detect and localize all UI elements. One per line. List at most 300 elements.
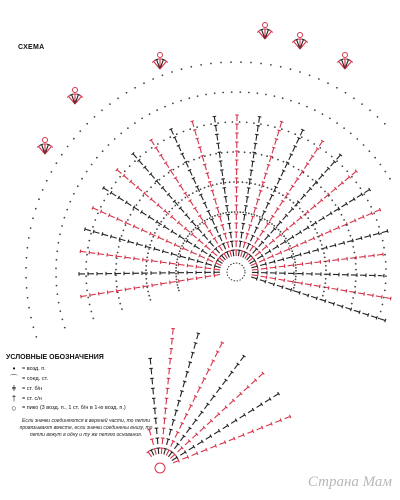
stitch-post [267, 165, 269, 171]
stitch-post [319, 141, 322, 146]
chain-dot [117, 292, 119, 294]
stitch-top [194, 342, 197, 343]
stitch-top [257, 265, 258, 268]
chain-dot [325, 274, 327, 276]
chain-dot [77, 185, 79, 187]
chain-dot [127, 127, 129, 129]
stitch-top [291, 288, 292, 291]
chain-dot [189, 233, 191, 235]
stitch-post [220, 216, 222, 222]
stitch-post [134, 258, 140, 259]
stitch-post [143, 286, 149, 287]
stitch-post [167, 241, 172, 243]
stitch-top [265, 280, 266, 283]
stitch-post [357, 194, 362, 197]
stitch-top [70, 94, 73, 95]
chain-dot [261, 217, 263, 219]
stitch-post [265, 399, 270, 402]
single-crochet-icon: ǂ [11, 384, 17, 393]
chain-dot [199, 223, 201, 225]
chain-dot [321, 299, 323, 301]
stitch-top [257, 274, 258, 278]
stitch-top [322, 233, 323, 236]
stitch-post [99, 293, 105, 294]
chain-dot [257, 92, 259, 94]
chain-dot [281, 128, 283, 130]
stitch-top [206, 448, 207, 451]
stitch-top [335, 243, 336, 246]
chain-dot [225, 212, 227, 214]
stitch-top [199, 194, 202, 195]
chain-dot [90, 233, 92, 235]
chain-dot [177, 287, 179, 289]
legend-note: Если значки соединяются в верхней части, то петли провязывают вместе, если значки соединены внизу, то петли вяжут в одну и ту же петлю основания. [19, 418, 153, 438]
chain-dot [253, 214, 255, 216]
chain-dot [148, 248, 150, 250]
chain-dot [175, 276, 177, 278]
stitch-post [309, 238, 315, 240]
stitch-post [222, 380, 226, 385]
chain-dot [162, 74, 164, 76]
stitch-post [208, 259, 213, 261]
stitch-post [134, 287, 140, 288]
stitch-post [345, 177, 350, 181]
stitch-post [206, 264, 212, 266]
stitch-top [196, 276, 197, 280]
stitch-top [251, 161, 255, 162]
stitch-post [180, 436, 184, 441]
stitch-top [145, 245, 146, 248]
chain-dot [119, 303, 121, 305]
stitch-post [228, 372, 232, 377]
chain-dot [86, 290, 88, 292]
stitch-top [172, 440, 175, 442]
stitch-post [198, 228, 202, 233]
stitch-top [153, 448, 156, 449]
stitch-post [101, 212, 106, 214]
chain-dot [160, 221, 162, 223]
chain-dot [58, 242, 60, 244]
stitch-post [331, 162, 335, 166]
pico-loop [343, 53, 348, 58]
chain-dot [231, 211, 233, 213]
stitch-top [167, 449, 170, 451]
chain-dot [224, 182, 226, 184]
chain-dot [266, 220, 268, 222]
stitch-post [288, 237, 293, 240]
chain-dot [220, 213, 222, 215]
chain-dot [154, 183, 156, 185]
chain-dot [384, 290, 386, 292]
stitch-post [156, 148, 159, 153]
stitch-top [195, 138, 198, 139]
chain-dot [25, 277, 27, 279]
stitch-post [323, 261, 329, 262]
chain-dot [355, 182, 357, 184]
stitch-top [136, 242, 137, 245]
chain-dot [185, 197, 187, 199]
chain-dot [197, 95, 199, 97]
chain-dot [56, 285, 58, 287]
stitch-post [296, 282, 302, 283]
stitch-post [266, 424, 272, 426]
stitch-post [278, 279, 284, 280]
stitch-post [265, 235, 269, 239]
chain-dot [307, 217, 309, 219]
stitch-top [215, 261, 216, 264]
stitch-post [187, 266, 193, 267]
stitch-top [313, 237, 314, 240]
stitch-top [280, 251, 281, 254]
chain-dot [55, 276, 57, 278]
stitch-post [98, 254, 104, 255]
stitch-post [125, 289, 131, 290]
stitch-post [218, 143, 219, 149]
stitch-post [166, 450, 169, 455]
center-ring [227, 263, 245, 281]
chain-dot [182, 243, 184, 245]
chain-dot [291, 250, 293, 252]
stitch-post [210, 182, 212, 188]
chain-dot [384, 254, 386, 256]
stitch-post [359, 257, 365, 258]
chain-dot [152, 236, 154, 238]
chain-dot [336, 87, 338, 89]
stitch-post [205, 203, 207, 208]
stitch-post [358, 293, 364, 294]
stitch-post [166, 398, 167, 404]
stitch-post [270, 267, 276, 268]
chain-dot [249, 152, 251, 154]
chain-dot [210, 63, 212, 65]
chain-dot [143, 82, 145, 84]
stitch-post [290, 223, 295, 227]
chain-dot [254, 183, 256, 185]
stitch-top [188, 257, 189, 260]
chain-dot [193, 229, 195, 231]
stitch-post [186, 215, 190, 220]
chain-dot [166, 214, 168, 216]
stitch-top [90, 293, 91, 297]
chain-dot [316, 183, 318, 185]
stitch-top [282, 170, 285, 172]
stitch-top [176, 431, 179, 433]
chain-dot [205, 94, 207, 96]
chain-dot [343, 127, 345, 129]
chain-dot [86, 254, 88, 256]
chain-dot [338, 209, 340, 211]
chain-dot [148, 295, 150, 297]
stitch-post [178, 145, 180, 150]
stitch-top [316, 297, 317, 300]
stitch-post [241, 232, 242, 238]
chain-dot [209, 217, 211, 219]
stitch-post [117, 219, 122, 221]
stitch-top [252, 152, 256, 153]
stitch-top [333, 302, 334, 305]
chain-dot [174, 205, 176, 207]
stitch-post [299, 171, 302, 176]
legend-label: = ст. с/н [22, 396, 42, 402]
stitch-post [295, 255, 301, 257]
chain-dot [200, 188, 202, 190]
chain-dot [354, 252, 356, 254]
stitch-top [225, 251, 228, 252]
chain-dot [66, 209, 68, 211]
stitch-post [139, 160, 143, 165]
stitch-post [252, 269, 258, 270]
chain-dot [133, 209, 135, 211]
stitch-post [188, 362, 190, 368]
stitch-post [276, 235, 281, 239]
chain-dot [115, 280, 117, 282]
stitch-post [244, 387, 248, 391]
stitch-post [306, 263, 312, 264]
stitch-post [237, 394, 241, 398]
stitch-top [301, 129, 304, 131]
stitch-post [164, 449, 166, 455]
chain-dot [355, 269, 357, 271]
chain-dot [107, 193, 109, 195]
stitch-post [172, 420, 174, 426]
chain-dot [232, 151, 234, 153]
stitch-post [134, 226, 139, 228]
stitch-post [183, 248, 188, 250]
chain-dot [139, 199, 141, 201]
chain-dot [312, 225, 314, 227]
stitch-post [151, 174, 155, 179]
chain-dot [217, 122, 219, 124]
chain-dot [273, 225, 275, 227]
stitch-post [264, 173, 266, 179]
stitch-post [175, 178, 178, 183]
stitch-top [134, 286, 135, 290]
stitch-post [260, 264, 266, 266]
stitch-post [157, 181, 161, 186]
stitch-top [188, 169, 191, 170]
stitch-post [258, 220, 261, 225]
stitch-post [319, 175, 323, 179]
legend-label: = соед. ст. [22, 376, 49, 382]
chain-dot [28, 307, 30, 309]
chain-dot [73, 138, 75, 140]
stitch-post [157, 438, 158, 444]
stitch-post [80, 251, 86, 252]
stitch-top [243, 214, 247, 215]
chain-dot [177, 284, 179, 286]
stitch-post [199, 256, 204, 258]
chain-dot [266, 155, 268, 157]
stitch-top [211, 190, 214, 191]
chain-dot [203, 125, 205, 127]
chain-dot [222, 213, 224, 215]
chain-dot [90, 311, 92, 313]
chain-dot [292, 290, 294, 292]
stitch-top [175, 410, 178, 411]
stitch-post [143, 260, 149, 261]
stitch-post [173, 329, 174, 335]
stitch-post [330, 245, 336, 247]
stitch-top [221, 224, 224, 225]
stitch-top [192, 178, 195, 179]
stitch-top [302, 39, 305, 40]
chain-dot [59, 310, 61, 312]
stitch-post [277, 130, 279, 136]
chain-dot [181, 199, 183, 201]
chain-dot [38, 198, 40, 200]
chain-dot [246, 122, 248, 124]
chain-dot [370, 206, 372, 208]
stitch-post [204, 404, 208, 409]
chain-dot [178, 290, 180, 292]
stitch-post [226, 197, 227, 203]
stitch-post [170, 454, 174, 458]
stitch-post [300, 130, 303, 135]
chain-dot [145, 265, 147, 267]
stitch-post [209, 231, 212, 236]
stitch-top [77, 94, 80, 95]
bottom-ring [155, 463, 165, 473]
chain-dot [108, 144, 110, 146]
chain-dot [227, 151, 229, 153]
chain-dot [246, 182, 248, 184]
stitch-post [294, 179, 297, 184]
stitch-post [131, 181, 136, 185]
stitch-post [303, 227, 308, 230]
stitch-top [277, 130, 280, 131]
stitch-post [85, 229, 91, 231]
stitch-top [344, 241, 345, 244]
stitch-post [125, 257, 131, 258]
chain-dot [221, 152, 223, 154]
chain-dot [168, 172, 170, 174]
chain-dot [92, 318, 94, 320]
chain-dot [260, 63, 262, 65]
chain-dot [193, 159, 195, 161]
stitch-top [177, 400, 180, 401]
chain-dot [240, 61, 242, 63]
chain-dot [383, 247, 385, 249]
stitch-top [203, 202, 206, 203]
stitch-top [373, 294, 374, 298]
stitch-post [200, 427, 204, 431]
stitch-top [180, 254, 181, 257]
chain-dot [271, 188, 273, 190]
stitch-top [256, 277, 257, 280]
stitch-top [259, 219, 262, 221]
stitch-post [154, 249, 160, 251]
chain-dot [363, 144, 365, 146]
chain-dot [115, 263, 117, 265]
stitch-top [290, 415, 291, 418]
stitch-post [170, 358, 171, 364]
chain-dot [124, 170, 126, 172]
stitch-post [250, 260, 255, 263]
stitch-top [293, 280, 294, 284]
chain-dot [294, 133, 296, 135]
stitch-post [162, 438, 163, 444]
stitch-post [296, 232, 301, 235]
stitch-top [164, 448, 167, 449]
chain-dot [383, 297, 385, 299]
chain-dot [119, 176, 121, 178]
chain-dot [280, 231, 282, 233]
stitch-post [152, 439, 154, 445]
chain-dot [176, 281, 178, 283]
stitch-post [257, 256, 262, 259]
stitch-post [174, 444, 178, 449]
chain-dot [290, 68, 292, 70]
chain-dot [265, 94, 267, 96]
chain-dot [282, 97, 284, 99]
stitch-post [195, 130, 197, 136]
chain-dot [356, 138, 358, 140]
chain-dot [61, 225, 63, 227]
stitch-post [317, 200, 322, 204]
chain-dot [331, 199, 333, 201]
stitch-post [284, 249, 290, 251]
stitch-post [137, 244, 143, 246]
stitch-post [180, 256, 186, 258]
stitch-post [280, 242, 285, 245]
stitch-post [304, 164, 307, 169]
stitch-top [262, 182, 265, 183]
chain-dot [117, 97, 119, 99]
stitch-post [94, 232, 100, 234]
chain-dot [85, 275, 87, 277]
chain-dot [181, 68, 183, 70]
stitch-post [285, 416, 291, 418]
stitch-post [216, 263, 221, 265]
chain-dot [58, 302, 60, 304]
chain-dot [361, 103, 363, 105]
chain-dot [121, 235, 123, 237]
stitch-top [222, 243, 225, 244]
chain-dot [196, 190, 198, 192]
chain-dot [288, 131, 290, 133]
stitch-top [271, 194, 274, 196]
stitch-top [390, 297, 391, 301]
pico-loop [73, 88, 78, 93]
chain-dot [385, 268, 387, 270]
stitch-post [269, 262, 275, 264]
stitch-top [248, 243, 251, 245]
stitch-post [289, 154, 292, 159]
stitch-post [212, 219, 214, 224]
stitch-post [222, 407, 226, 411]
stitch-post [309, 156, 312, 161]
stitch-top [247, 188, 251, 189]
stitch-top [228, 250, 231, 251]
stitch-post [222, 225, 224, 231]
stitch-post [225, 234, 227, 240]
stitch-top [174, 243, 175, 246]
chain-dot [280, 66, 282, 68]
stitch-post [202, 251, 207, 254]
stitch-post [227, 242, 229, 248]
stitch-post [285, 163, 288, 168]
stitch-post [192, 121, 194, 127]
stitch-post [186, 162, 188, 167]
stitch-post [158, 448, 159, 454]
stitch-top [84, 227, 85, 230]
stitch-post [260, 280, 266, 282]
chain-dot [295, 276, 297, 278]
chain-dot [242, 212, 244, 214]
chain-dot [178, 202, 180, 204]
stitch-top [239, 241, 243, 242]
chain-dot [211, 216, 213, 218]
